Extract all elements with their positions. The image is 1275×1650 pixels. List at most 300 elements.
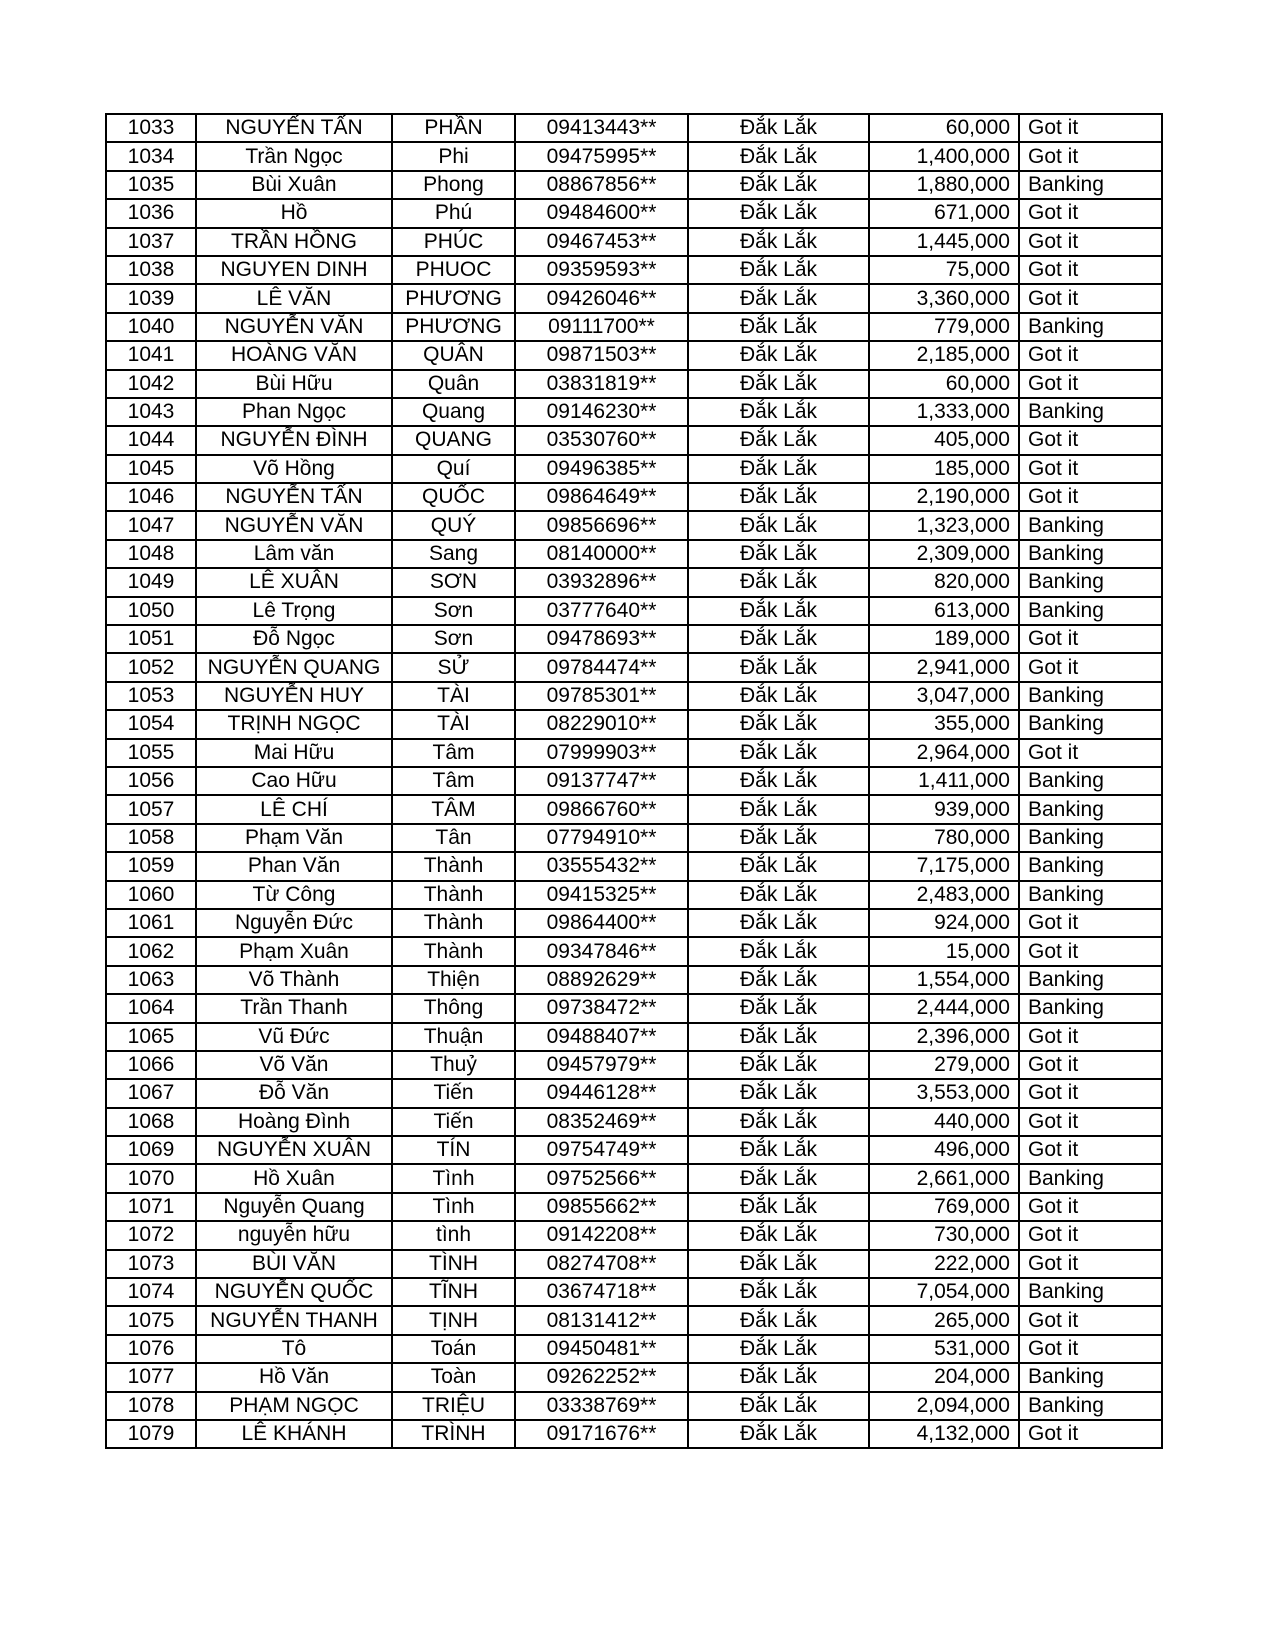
table-row bbox=[106, 1221, 1162, 1249]
table-row bbox=[106, 1306, 1162, 1334]
cell-id: 1051 bbox=[106, 625, 196, 653]
cell-surname: Đỗ Ngọc bbox=[196, 625, 392, 653]
cell-amount: 189,000 bbox=[869, 625, 1019, 653]
cell-amount: 4,132,000 bbox=[869, 1420, 1019, 1448]
cell-province: Đắk Lắk bbox=[688, 937, 869, 965]
table-row bbox=[106, 1335, 1162, 1363]
cell-province: Đắk Lắk bbox=[688, 795, 869, 823]
cell-surname: NGUYEN DINH bbox=[196, 256, 392, 284]
cell-amount: 1,880,000 bbox=[869, 171, 1019, 199]
cell-surname: LÊ KHÁNH bbox=[196, 1420, 392, 1448]
cell-amount: 279,000 bbox=[869, 1051, 1019, 1079]
cell-given-name: Sơn bbox=[392, 597, 515, 625]
cell-phone: 09142208** bbox=[515, 1221, 688, 1249]
cell-surname: Bùi Xuân bbox=[196, 171, 392, 199]
cell-id: 1042 bbox=[106, 370, 196, 398]
cell-given-name: QUÂN bbox=[392, 341, 515, 369]
cell-id: 1069 bbox=[106, 1136, 196, 1164]
cell-given-name: Thành bbox=[392, 937, 515, 965]
cell-given-name: SỬ bbox=[392, 653, 515, 681]
cell-id: 1063 bbox=[106, 966, 196, 994]
cell-amount: 3,553,000 bbox=[869, 1079, 1019, 1107]
cell-surname: HOÀNG VĂN bbox=[196, 341, 392, 369]
cell-province: Đắk Lắk bbox=[688, 682, 869, 710]
cell-surname: Mai Hữu bbox=[196, 739, 392, 767]
cell-id: 1057 bbox=[106, 795, 196, 823]
cell-method: Banking bbox=[1019, 313, 1162, 341]
cell-surname: Hồ bbox=[196, 199, 392, 227]
cell-phone: 09784474** bbox=[515, 653, 688, 681]
table-row bbox=[106, 824, 1162, 852]
cell-id: 1059 bbox=[106, 852, 196, 880]
cell-amount: 75,000 bbox=[869, 256, 1019, 284]
cell-amount: 1,554,000 bbox=[869, 966, 1019, 994]
cell-id: 1043 bbox=[106, 398, 196, 426]
cell-province: Đắk Lắk bbox=[688, 1250, 869, 1278]
cell-province: Đắk Lắk bbox=[688, 909, 869, 937]
table-row bbox=[106, 597, 1162, 625]
cell-id: 1044 bbox=[106, 426, 196, 454]
cell-given-name: Sơn bbox=[392, 625, 515, 653]
cell-province: Đắk Lắk bbox=[688, 767, 869, 795]
cell-method: Got it bbox=[1019, 1193, 1162, 1221]
cell-phone: 03777640** bbox=[515, 597, 688, 625]
table-row bbox=[106, 1051, 1162, 1079]
cell-phone: 09785301** bbox=[515, 682, 688, 710]
winner-table bbox=[105, 113, 1163, 1449]
cell-given-name: PHUOC bbox=[392, 256, 515, 284]
table-row bbox=[106, 1136, 1162, 1164]
table-row bbox=[106, 1108, 1162, 1136]
cell-province: Đắk Lắk bbox=[688, 1392, 869, 1420]
cell-province: Đắk Lắk bbox=[688, 313, 869, 341]
cell-amount: 405,000 bbox=[869, 426, 1019, 454]
cell-phone: 03555432** bbox=[515, 852, 688, 880]
cell-given-name: Thành bbox=[392, 881, 515, 909]
table-row bbox=[106, 937, 1162, 965]
cell-phone: 09752566** bbox=[515, 1164, 688, 1192]
table-row bbox=[106, 739, 1162, 767]
cell-method: Got it bbox=[1019, 1221, 1162, 1249]
cell-phone: 09496385** bbox=[515, 455, 688, 483]
table-row bbox=[106, 909, 1162, 937]
cell-given-name: PHÚC bbox=[392, 228, 515, 256]
cell-method: Banking bbox=[1019, 171, 1162, 199]
cell-given-name: Tân bbox=[392, 824, 515, 852]
cell-phone: 09415325** bbox=[515, 881, 688, 909]
cell-method: Got it bbox=[1019, 739, 1162, 767]
cell-phone: 08867856** bbox=[515, 171, 688, 199]
cell-id: 1071 bbox=[106, 1193, 196, 1221]
cell-method: Got it bbox=[1019, 341, 1162, 369]
cell-phone: 09467453** bbox=[515, 228, 688, 256]
cell-phone: 08274708** bbox=[515, 1250, 688, 1278]
table-row bbox=[106, 568, 1162, 596]
table-row bbox=[106, 142, 1162, 170]
cell-province: Đắk Lắk bbox=[688, 1363, 869, 1391]
cell-method: Got it bbox=[1019, 1306, 1162, 1334]
cell-id: 1055 bbox=[106, 739, 196, 767]
table-row bbox=[106, 483, 1162, 511]
table-row bbox=[106, 1250, 1162, 1278]
cell-province: Đắk Lắk bbox=[688, 568, 869, 596]
table-row bbox=[106, 171, 1162, 199]
cell-surname: Lâm văn bbox=[196, 540, 392, 568]
cell-amount: 355,000 bbox=[869, 710, 1019, 738]
cell-phone: 09262252** bbox=[515, 1363, 688, 1391]
cell-method: Banking bbox=[1019, 1164, 1162, 1192]
cell-province: Đắk Lắk bbox=[688, 739, 869, 767]
cell-surname: NGUYỄN ĐÌNH bbox=[196, 426, 392, 454]
cell-surname: Tô bbox=[196, 1335, 392, 1363]
cell-id: 1075 bbox=[106, 1306, 196, 1334]
cell-province: Đắk Lắk bbox=[688, 881, 869, 909]
table-row bbox=[106, 398, 1162, 426]
cell-id: 1039 bbox=[106, 284, 196, 312]
cell-amount: 769,000 bbox=[869, 1193, 1019, 1221]
cell-method: Banking bbox=[1019, 795, 1162, 823]
cell-surname: Nguyễn Quang bbox=[196, 1193, 392, 1221]
cell-given-name: Thành bbox=[392, 909, 515, 937]
cell-amount: 60,000 bbox=[869, 370, 1019, 398]
cell-given-name: Phong bbox=[392, 171, 515, 199]
cell-province: Đắk Lắk bbox=[688, 1136, 869, 1164]
cell-amount: 3,047,000 bbox=[869, 682, 1019, 710]
cell-method: Got it bbox=[1019, 455, 1162, 483]
cell-id: 1074 bbox=[106, 1278, 196, 1306]
cell-province: Đắk Lắk bbox=[688, 483, 869, 511]
cell-phone: 03932896** bbox=[515, 568, 688, 596]
cell-id: 1077 bbox=[106, 1363, 196, 1391]
table-row bbox=[106, 284, 1162, 312]
cell-id: 1033 bbox=[106, 114, 196, 142]
cell-surname: NGUYỄN XUÂN bbox=[196, 1136, 392, 1164]
cell-surname: Đỗ Văn bbox=[196, 1079, 392, 1107]
cell-amount: 531,000 bbox=[869, 1335, 1019, 1363]
cell-method: Got it bbox=[1019, 1250, 1162, 1278]
cell-province: Đắk Lắk bbox=[688, 199, 869, 227]
cell-phone: 07794910** bbox=[515, 824, 688, 852]
cell-phone: 09864400** bbox=[515, 909, 688, 937]
cell-province: Đắk Lắk bbox=[688, 994, 869, 1022]
cell-surname: LÊ CHÍ bbox=[196, 795, 392, 823]
cell-surname: NGUYỄN TẤN bbox=[196, 483, 392, 511]
cell-surname: LÊ XUÂN bbox=[196, 568, 392, 596]
cell-given-name: PHƯƠNG bbox=[392, 284, 515, 312]
cell-id: 1068 bbox=[106, 1108, 196, 1136]
cell-id: 1064 bbox=[106, 994, 196, 1022]
cell-amount: 2,094,000 bbox=[869, 1392, 1019, 1420]
cell-id: 1058 bbox=[106, 824, 196, 852]
cell-province: Đắk Lắk bbox=[688, 1023, 869, 1051]
cell-surname: Phạm Văn bbox=[196, 824, 392, 852]
cell-method: Got it bbox=[1019, 1051, 1162, 1079]
cell-surname: NGUYỄN QUỐC bbox=[196, 1278, 392, 1306]
cell-surname: Phan Ngọc bbox=[196, 398, 392, 426]
cell-method: Got it bbox=[1019, 1420, 1162, 1448]
cell-method: Got it bbox=[1019, 1108, 1162, 1136]
cell-given-name: Thông bbox=[392, 994, 515, 1022]
table-row bbox=[106, 795, 1162, 823]
cell-amount: 60,000 bbox=[869, 114, 1019, 142]
cell-amount: 780,000 bbox=[869, 824, 1019, 852]
cell-method: Banking bbox=[1019, 398, 1162, 426]
cell-province: Đắk Lắk bbox=[688, 625, 869, 653]
cell-province: Đắk Lắk bbox=[688, 1278, 869, 1306]
cell-province: Đắk Lắk bbox=[688, 1420, 869, 1448]
cell-surname: NGUYỄN QUANG bbox=[196, 653, 392, 681]
cell-id: 1054 bbox=[106, 710, 196, 738]
cell-surname: TRỊNH NGỌC bbox=[196, 710, 392, 738]
cell-province: Đắk Lắk bbox=[688, 398, 869, 426]
cell-method: Got it bbox=[1019, 625, 1162, 653]
table-row bbox=[106, 313, 1162, 341]
cell-surname: Võ Văn bbox=[196, 1051, 392, 1079]
cell-method: Got it bbox=[1019, 1335, 1162, 1363]
cell-id: 1049 bbox=[106, 568, 196, 596]
cell-province: Đắk Lắk bbox=[688, 228, 869, 256]
cell-method: Banking bbox=[1019, 881, 1162, 909]
cell-given-name: TÌNH bbox=[392, 1250, 515, 1278]
cell-surname: LÊ VĂN bbox=[196, 284, 392, 312]
cell-id: 1045 bbox=[106, 455, 196, 483]
cell-given-name: TÀI bbox=[392, 710, 515, 738]
cell-phone: 09855662** bbox=[515, 1193, 688, 1221]
cell-given-name: Tình bbox=[392, 1193, 515, 1221]
table-row bbox=[106, 653, 1162, 681]
cell-phone: 09475995** bbox=[515, 142, 688, 170]
cell-phone: 09146230** bbox=[515, 398, 688, 426]
cell-phone: 09359593** bbox=[515, 256, 688, 284]
cell-method: Banking bbox=[1019, 710, 1162, 738]
cell-surname: NGUYẾN TẤN bbox=[196, 114, 392, 142]
cell-given-name: TÂM bbox=[392, 795, 515, 823]
cell-id: 1034 bbox=[106, 142, 196, 170]
cell-phone: 09413443** bbox=[515, 114, 688, 142]
cell-amount: 939,000 bbox=[869, 795, 1019, 823]
cell-id: 1047 bbox=[106, 511, 196, 539]
cell-id: 1062 bbox=[106, 937, 196, 965]
cell-phone: 09866760** bbox=[515, 795, 688, 823]
cell-method: Got it bbox=[1019, 370, 1162, 398]
cell-given-name: QUỐC bbox=[392, 483, 515, 511]
cell-id: 1056 bbox=[106, 767, 196, 795]
cell-province: Đắk Lắk bbox=[688, 426, 869, 454]
table-row bbox=[106, 1023, 1162, 1051]
table-row bbox=[106, 710, 1162, 738]
cell-phone: 09856696** bbox=[515, 511, 688, 539]
table-row bbox=[106, 341, 1162, 369]
cell-given-name: TĨNH bbox=[392, 1278, 515, 1306]
cell-method: Banking bbox=[1019, 568, 1162, 596]
cell-phone: 08352469** bbox=[515, 1108, 688, 1136]
table-row bbox=[106, 625, 1162, 653]
table-row bbox=[106, 1363, 1162, 1391]
cell-given-name: TÀI bbox=[392, 682, 515, 710]
cell-id: 1036 bbox=[106, 199, 196, 227]
cell-phone: 08140000** bbox=[515, 540, 688, 568]
cell-id: 1061 bbox=[106, 909, 196, 937]
cell-province: Đắk Lắk bbox=[688, 114, 869, 142]
cell-method: Banking bbox=[1019, 1392, 1162, 1420]
cell-id: 1041 bbox=[106, 341, 196, 369]
cell-method: Banking bbox=[1019, 682, 1162, 710]
cell-surname: Cao Hữu bbox=[196, 767, 392, 795]
cell-method: Got it bbox=[1019, 114, 1162, 142]
cell-amount: 3,360,000 bbox=[869, 284, 1019, 312]
cell-province: Đắk Lắk bbox=[688, 653, 869, 681]
cell-phone: 03338769** bbox=[515, 1392, 688, 1420]
cell-province: Đắk Lắk bbox=[688, 1108, 869, 1136]
cell-given-name: Thuỷ bbox=[392, 1051, 515, 1079]
cell-phone: 09478693** bbox=[515, 625, 688, 653]
cell-given-name: QUANG bbox=[392, 426, 515, 454]
cell-method: Got it bbox=[1019, 1079, 1162, 1107]
cell-amount: 2,941,000 bbox=[869, 653, 1019, 681]
cell-amount: 1,445,000 bbox=[869, 228, 1019, 256]
cell-id: 1078 bbox=[106, 1392, 196, 1420]
cell-phone: 09488407** bbox=[515, 1023, 688, 1051]
cell-given-name: Tâm bbox=[392, 767, 515, 795]
cell-surname: Hồ Văn bbox=[196, 1363, 392, 1391]
cell-province: Đắk Lắk bbox=[688, 455, 869, 483]
cell-amount: 440,000 bbox=[869, 1108, 1019, 1136]
cell-id: 1067 bbox=[106, 1079, 196, 1107]
cell-amount: 7,175,000 bbox=[869, 852, 1019, 880]
cell-amount: 2,309,000 bbox=[869, 540, 1019, 568]
cell-method: Banking bbox=[1019, 994, 1162, 1022]
cell-given-name: TÍN bbox=[392, 1136, 515, 1164]
cell-amount: 779,000 bbox=[869, 313, 1019, 341]
cell-id: 1065 bbox=[106, 1023, 196, 1051]
cell-given-name: Tình bbox=[392, 1164, 515, 1192]
cell-method: Got it bbox=[1019, 142, 1162, 170]
cell-method: Banking bbox=[1019, 966, 1162, 994]
cell-surname: NGUYỄN VĂN bbox=[196, 313, 392, 341]
cell-method: Got it bbox=[1019, 653, 1162, 681]
cell-surname: Phạm Xuân bbox=[196, 937, 392, 965]
cell-province: Đắk Lắk bbox=[688, 142, 869, 170]
cell-id: 1076 bbox=[106, 1335, 196, 1363]
cell-method: Got it bbox=[1019, 1023, 1162, 1051]
cell-method: Got it bbox=[1019, 937, 1162, 965]
cell-phone: 09484600** bbox=[515, 199, 688, 227]
cell-phone: 03674718** bbox=[515, 1278, 688, 1306]
cell-province: Đắk Lắk bbox=[688, 1306, 869, 1334]
cell-surname: NGUYỄN THANH bbox=[196, 1306, 392, 1334]
cell-surname: BÙI VĂN bbox=[196, 1250, 392, 1278]
cell-method: Banking bbox=[1019, 767, 1162, 795]
cell-phone: 09347846** bbox=[515, 937, 688, 965]
cell-province: Đắk Lắk bbox=[688, 341, 869, 369]
table-row bbox=[106, 1392, 1162, 1420]
cell-method: Got it bbox=[1019, 256, 1162, 284]
cell-surname: Lê Trọng bbox=[196, 597, 392, 625]
cell-surname: Trần Thanh bbox=[196, 994, 392, 1022]
cell-surname: nguyễn hữu bbox=[196, 1221, 392, 1249]
cell-phone: 09457979** bbox=[515, 1051, 688, 1079]
cell-surname: PHẠM NGỌC bbox=[196, 1392, 392, 1420]
cell-phone: 03831819** bbox=[515, 370, 688, 398]
cell-province: Đắk Lắk bbox=[688, 966, 869, 994]
cell-id: 1053 bbox=[106, 682, 196, 710]
table-row bbox=[106, 881, 1162, 909]
cell-amount: 1,400,000 bbox=[869, 142, 1019, 170]
cell-given-name: Phú bbox=[392, 199, 515, 227]
cell-surname: Hoàng Đình bbox=[196, 1108, 392, 1136]
cell-id: 1052 bbox=[106, 653, 196, 681]
cell-given-name: Thiện bbox=[392, 966, 515, 994]
cell-id: 1066 bbox=[106, 1051, 196, 1079]
cell-phone: 09754749** bbox=[515, 1136, 688, 1164]
cell-province: Đắk Lắk bbox=[688, 540, 869, 568]
cell-method: Got it bbox=[1019, 483, 1162, 511]
cell-province: Đắk Lắk bbox=[688, 256, 869, 284]
cell-id: 1038 bbox=[106, 256, 196, 284]
cell-amount: 2,444,000 bbox=[869, 994, 1019, 1022]
cell-amount: 1,411,000 bbox=[869, 767, 1019, 795]
cell-amount: 222,000 bbox=[869, 1250, 1019, 1278]
cell-amount: 7,054,000 bbox=[869, 1278, 1019, 1306]
cell-method: Got it bbox=[1019, 228, 1162, 256]
cell-method: Banking bbox=[1019, 1363, 1162, 1391]
cell-amount: 2,396,000 bbox=[869, 1023, 1019, 1051]
cell-id: 1072 bbox=[106, 1221, 196, 1249]
cell-amount: 15,000 bbox=[869, 937, 1019, 965]
cell-given-name: PHẦN bbox=[392, 114, 515, 142]
cell-phone: 09137747** bbox=[515, 767, 688, 795]
cell-given-name: tình bbox=[392, 1221, 515, 1249]
cell-id: 1035 bbox=[106, 171, 196, 199]
cell-given-name: Quân bbox=[392, 370, 515, 398]
cell-surname: NGUYỄN VĂN bbox=[196, 511, 392, 539]
cell-surname: TRẦN HỒNG bbox=[196, 228, 392, 256]
table-row bbox=[106, 370, 1162, 398]
table-row bbox=[106, 455, 1162, 483]
table-row bbox=[106, 1278, 1162, 1306]
cell-method: Banking bbox=[1019, 852, 1162, 880]
table-row bbox=[106, 966, 1162, 994]
cell-surname: Trần Ngọc bbox=[196, 142, 392, 170]
cell-phone: 09171676** bbox=[515, 1420, 688, 1448]
cell-surname: Từ Công bbox=[196, 881, 392, 909]
cell-province: Đắk Lắk bbox=[688, 370, 869, 398]
cell-method: Got it bbox=[1019, 426, 1162, 454]
cell-method: Banking bbox=[1019, 540, 1162, 568]
cell-surname: Bùi Hữu bbox=[196, 370, 392, 398]
cell-method: Got it bbox=[1019, 909, 1162, 937]
cell-province: Đắk Lắk bbox=[688, 1193, 869, 1221]
cell-phone: 09864649** bbox=[515, 483, 688, 511]
cell-phone: 03530760** bbox=[515, 426, 688, 454]
cell-method: Got it bbox=[1019, 284, 1162, 312]
cell-amount: 2,661,000 bbox=[869, 1164, 1019, 1192]
cell-amount: 820,000 bbox=[869, 568, 1019, 596]
table-row bbox=[106, 1420, 1162, 1448]
cell-id: 1046 bbox=[106, 483, 196, 511]
table-row bbox=[106, 114, 1162, 142]
cell-given-name: QUÝ bbox=[392, 511, 515, 539]
cell-given-name: Tiến bbox=[392, 1108, 515, 1136]
cell-amount: 2,964,000 bbox=[869, 739, 1019, 767]
cell-amount: 730,000 bbox=[869, 1221, 1019, 1249]
table-row bbox=[106, 1164, 1162, 1192]
cell-amount: 2,483,000 bbox=[869, 881, 1019, 909]
cell-given-name: Quang bbox=[392, 398, 515, 426]
cell-phone: 09426046** bbox=[515, 284, 688, 312]
table-row bbox=[106, 682, 1162, 710]
cell-amount: 2,185,000 bbox=[869, 341, 1019, 369]
